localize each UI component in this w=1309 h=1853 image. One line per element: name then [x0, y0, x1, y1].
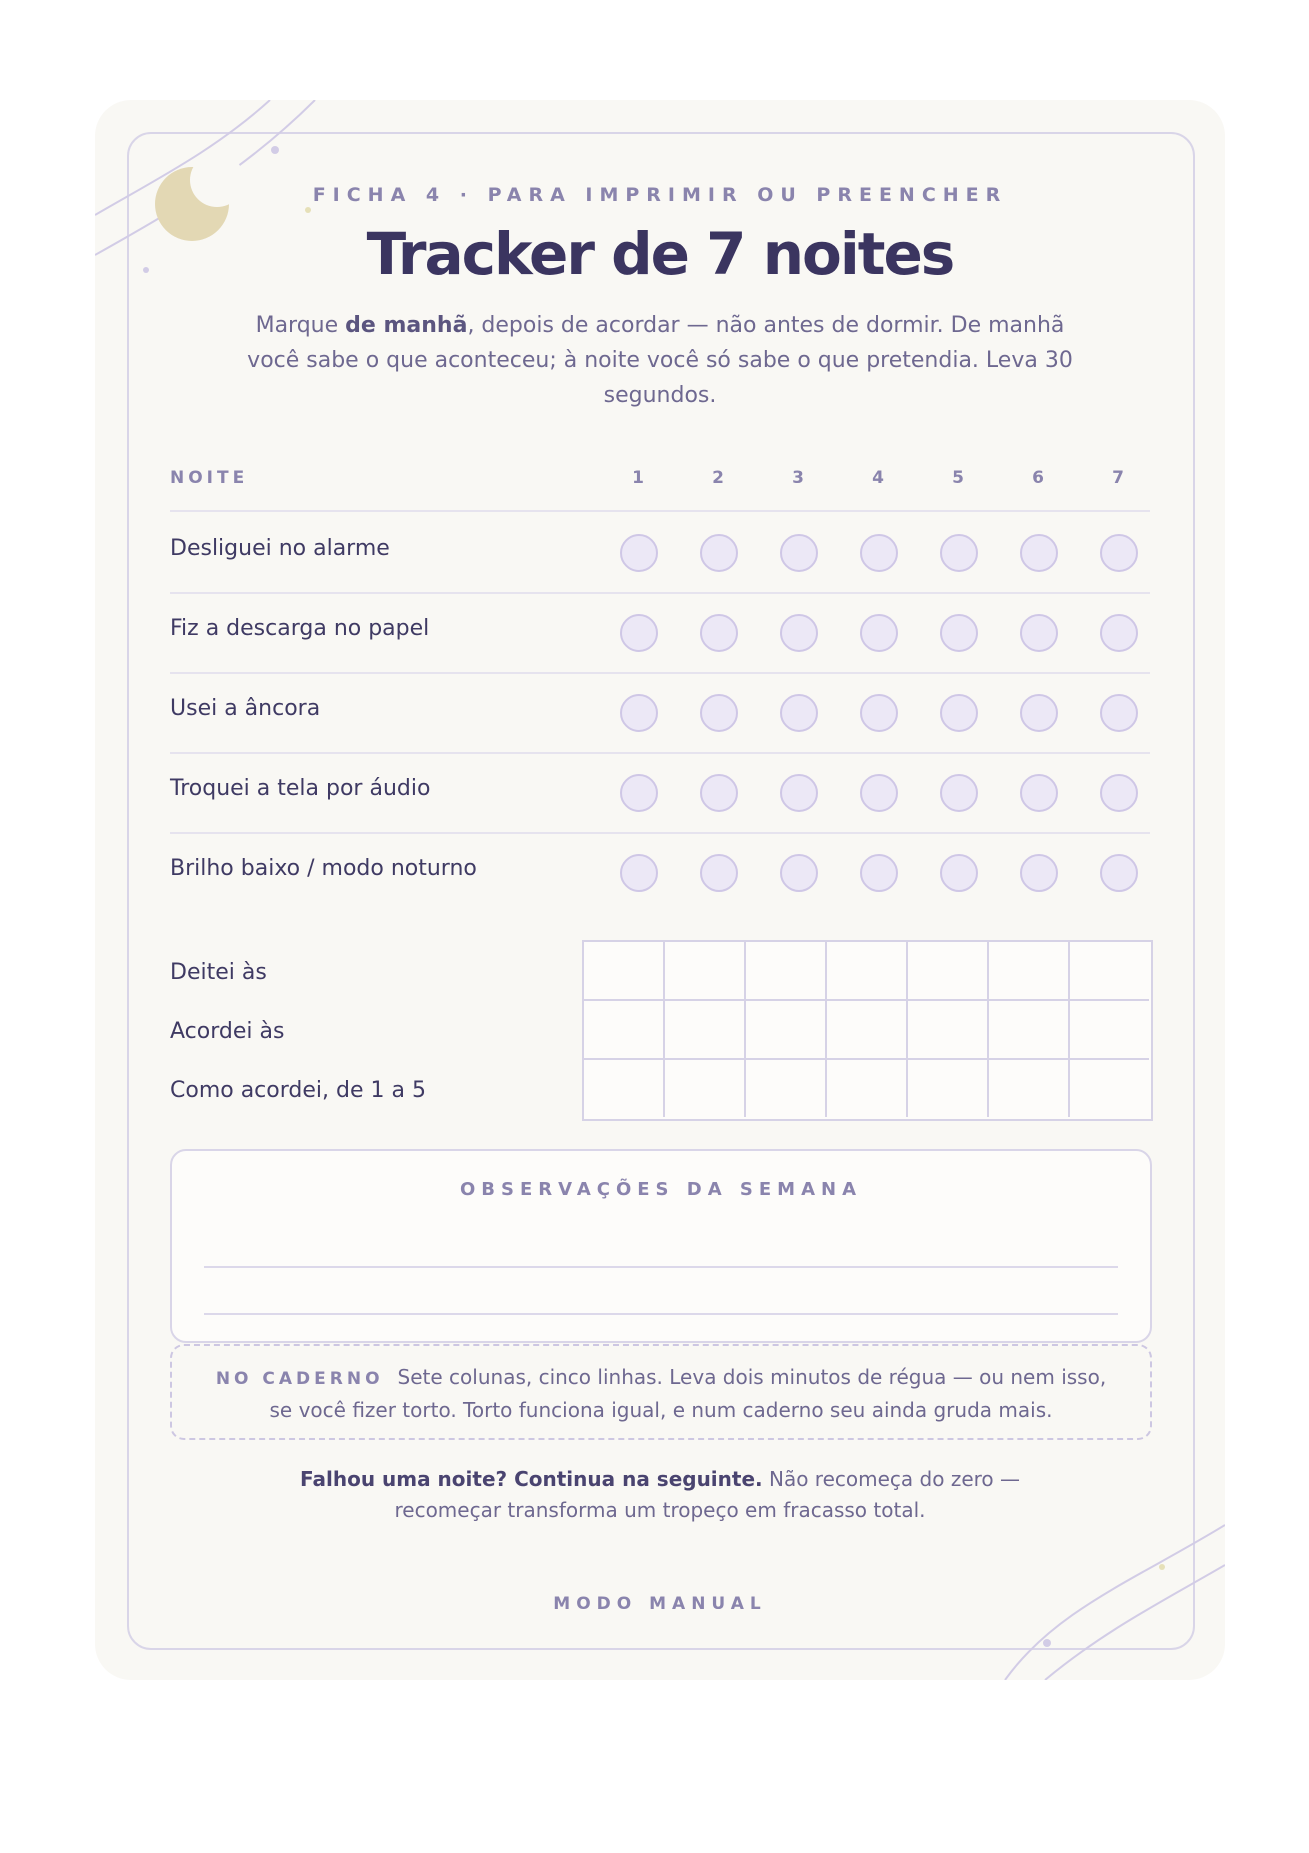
- time-entry-cell[interactable]: [746, 942, 827, 1001]
- night-checkbox[interactable]: [620, 854, 658, 892]
- night-checkbox[interactable]: [1020, 774, 1058, 812]
- time-entry-cell[interactable]: [665, 1001, 746, 1060]
- footer-emphasis: Falhou uma noite? Continua na seguinte.: [300, 1467, 763, 1491]
- column-label-night: NOITE: [170, 468, 249, 488]
- night-checkbox[interactable]: [620, 774, 658, 812]
- night-number-5: 5: [952, 468, 964, 488]
- worksheet-kicker: FICHA 4 · PARA IMPRIMIR OU PREENCHER: [312, 184, 1008, 206]
- worksheet-card: [95, 100, 1225, 1680]
- night-checkbox[interactable]: [1020, 854, 1058, 892]
- night-checkbox[interactable]: [1020, 534, 1058, 572]
- night-checkbox[interactable]: [860, 694, 898, 732]
- night-checkbox[interactable]: [940, 614, 978, 652]
- night-checkbox[interactable]: [620, 614, 658, 652]
- notebook-tip-text: Sete colunas, cinco linhas. Leva dois minutos de régua — ou nem isso, se você fizer torto. Torto funciona igual, e num caderno seu ainda gruda mais.: [269, 1365, 1107, 1422]
- page-title: Tracker de 7 noites: [366, 220, 954, 288]
- time-entry-cell[interactable]: [827, 1060, 908, 1117]
- time-entry-cell[interactable]: [1070, 1001, 1149, 1060]
- time-entry-cell[interactable]: [827, 942, 908, 1001]
- time-entry-cell[interactable]: [827, 1001, 908, 1060]
- time-entry-cell[interactable]: [665, 1060, 746, 1117]
- night-checkbox[interactable]: [1100, 534, 1138, 572]
- night-checkbox[interactable]: [620, 534, 658, 572]
- night-checkbox[interactable]: [700, 534, 738, 572]
- time-entry-cell[interactable]: [584, 1060, 665, 1117]
- time-entry-cell[interactable]: [908, 942, 989, 1001]
- habit-row: [170, 752, 1150, 834]
- night-checkbox[interactable]: [940, 854, 978, 892]
- night-checkbox[interactable]: [1100, 774, 1138, 812]
- night-checkbox[interactable]: [700, 614, 738, 652]
- time-entry-cell[interactable]: [584, 1001, 665, 1060]
- footer-message: Falhou uma noite? Continua na seguinte. Não recomeça do zero — recomeçar transforma um tropeço em fracasso total.: [300, 1467, 1020, 1522]
- night-checkbox[interactable]: [940, 694, 978, 732]
- night-number-4: 4: [872, 468, 884, 488]
- night-checkbox[interactable]: [780, 854, 818, 892]
- night-checkbox[interactable]: [620, 694, 658, 732]
- time-entry-grid: [582, 940, 1153, 1121]
- night-checkbox[interactable]: [1020, 614, 1058, 652]
- time-entry-cell[interactable]: [746, 1060, 827, 1117]
- habit-label: Brilho baixo / modo noturno: [170, 856, 477, 881]
- time-label-rating: Como acordei, de 1 a 5: [170, 1078, 426, 1103]
- night-checkbox[interactable]: [1100, 854, 1138, 892]
- observations-box[interactable]: [170, 1149, 1152, 1343]
- night-number-7: 7: [1112, 468, 1124, 488]
- night-checkbox[interactable]: [860, 774, 898, 812]
- time-label-bedtime: Deitei às: [170, 960, 267, 985]
- night-number-2: 2: [712, 468, 724, 488]
- observations-title: OBSERVAÇÕES DA SEMANA: [459, 1179, 863, 1200]
- night-checkbox[interactable]: [860, 534, 898, 572]
- night-checkbox[interactable]: [700, 694, 738, 732]
- habit-row: [170, 672, 1150, 754]
- notebook-tip: [170, 1344, 1152, 1440]
- time-label-wake: Acordei às: [170, 1019, 285, 1044]
- night-number-3: 3: [792, 468, 804, 488]
- habit-label: Usei a âncora: [170, 696, 321, 721]
- night-checkbox[interactable]: [1100, 694, 1138, 732]
- night-checkbox[interactable]: [700, 854, 738, 892]
- night-checkbox[interactable]: [1100, 614, 1138, 652]
- notebook-tip-label: NO CADERNO: [215, 1369, 384, 1389]
- writing-line[interactable]: [204, 1266, 1118, 1268]
- time-entry-cell[interactable]: [908, 1060, 989, 1117]
- night-checkbox[interactable]: [860, 854, 898, 892]
- habit-label: Desliguei no alarme: [170, 536, 390, 561]
- night-number-1: 1: [632, 468, 644, 488]
- habit-label: Troquei a tela por áudio: [170, 776, 431, 801]
- time-entry-cell[interactable]: [1070, 942, 1149, 1001]
- night-checkbox[interactable]: [940, 534, 978, 572]
- intro-emphasis: de manhã: [345, 313, 468, 338]
- night-checkbox[interactable]: [860, 614, 898, 652]
- night-checkbox[interactable]: [780, 534, 818, 572]
- night-number-6: 6: [1032, 468, 1044, 488]
- time-entry-cell[interactable]: [989, 1001, 1070, 1060]
- night-checkbox[interactable]: [700, 774, 738, 812]
- time-entry-cell[interactable]: [746, 1001, 827, 1060]
- time-entry-cell[interactable]: [989, 1060, 1070, 1117]
- writing-line[interactable]: [204, 1313, 1118, 1315]
- time-entry-cell[interactable]: [584, 942, 665, 1001]
- time-entry-cell[interactable]: [989, 942, 1070, 1001]
- night-checkbox[interactable]: [780, 614, 818, 652]
- time-entry-cell[interactable]: [1070, 1060, 1149, 1117]
- habit-row: [170, 512, 1150, 594]
- habit-row: [170, 832, 1150, 912]
- night-checkbox[interactable]: [780, 694, 818, 732]
- brand-name: MODO MANUAL: [553, 1594, 767, 1614]
- time-entry-cell[interactable]: [908, 1001, 989, 1060]
- night-checkbox[interactable]: [940, 774, 978, 812]
- habit-row: [170, 592, 1150, 674]
- habit-label: Fiz a descarga no papel: [170, 616, 430, 641]
- time-entry-cell[interactable]: [665, 942, 746, 1001]
- intro-text: Marque de manhã, depois de acordar — não antes de dormir. De manhã você sabe o que aconteceu; à noite você só sabe o que pretendia. Leva 30 segundos.: [247, 313, 1073, 408]
- tracker-header: [170, 460, 1150, 512]
- night-checkbox[interactable]: [1020, 694, 1058, 732]
- night-checkbox[interactable]: [780, 774, 818, 812]
